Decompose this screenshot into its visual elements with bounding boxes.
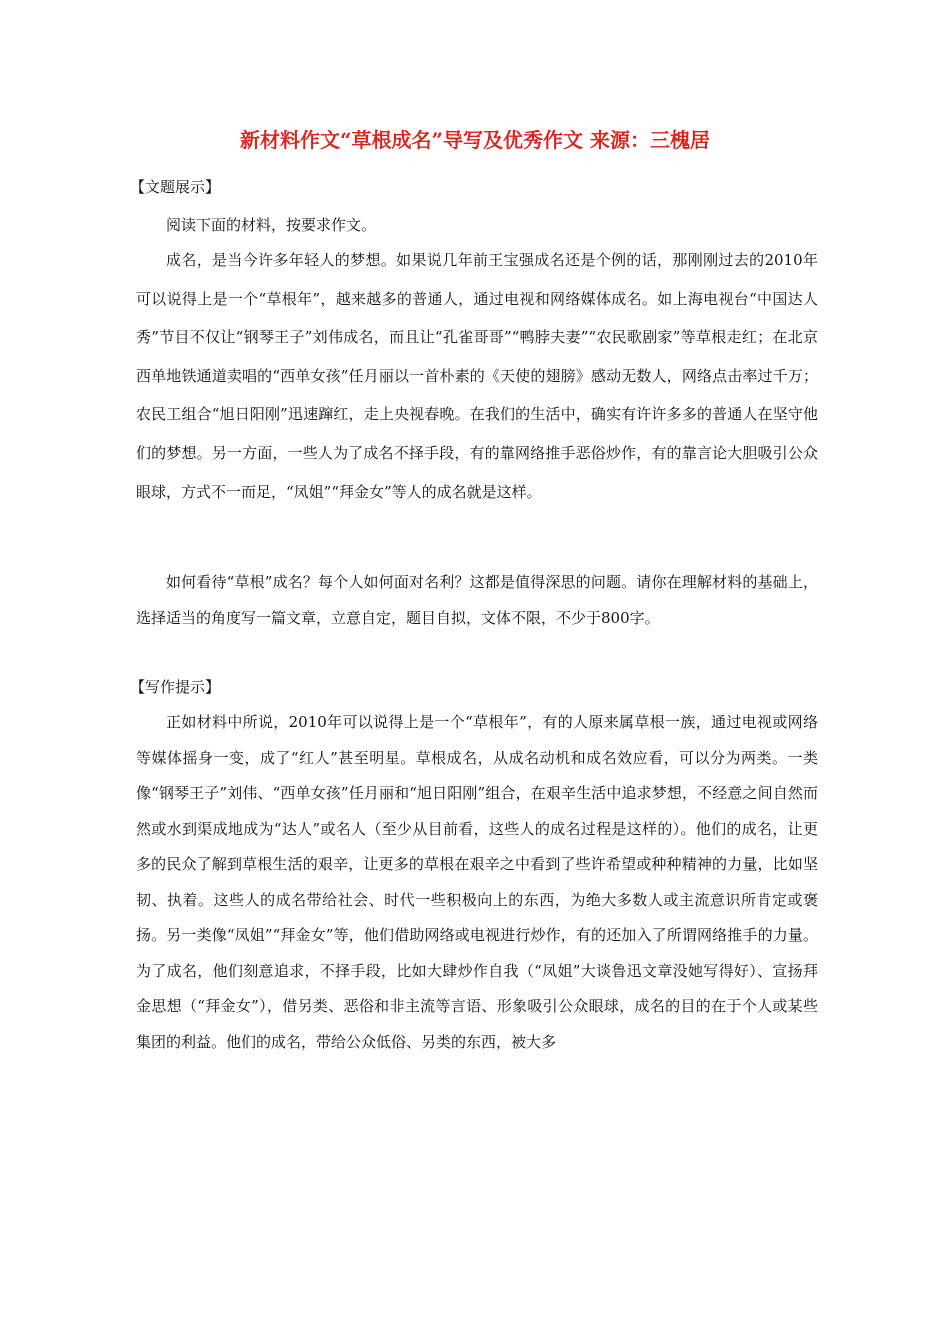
section-heading-topic: 【文题展示】 [130,178,221,196]
hint-paragraph [136,705,818,1060]
prompt-paragraph [136,565,818,636]
intro-text: 阅读下面的材料，按要求作文。 [166,216,377,234]
document-title: 新材料作文“草根成名”导写及优秀作文 来源：三槐居 [240,128,710,152]
section-heading-hint: 【写作提示】 [130,678,221,696]
intro-paragraph [136,208,818,244]
prompt-text: 如何看待“草根”成名？每个人如何面对名利？这都是值得深思的问题。请你在理解材料的基础上，选择适当的角度写一篇文章，立意自定，题目自拟，文体不限，不少于800字。 [136,573,818,627]
material-paragraph [136,241,818,511]
material-text: 成名，是当今许多年轻人的梦想。如果说几年前王宝强成名还是个例的话，那刚刚过去的2010年可以说得上是一个“草根年”，越来越多的普通人，通过电视和网络媒体成名。如上海电视台“中国达人秀”节目不仅让“钢琴王子”刘伟成名，而且让“孔雀哥哥”“鸭脖夫妻”“农民歌剧家”等草根走红；在北京西单地铁通道卖唱的“西单女孩”任月丽以一首朴素的《天使的翅膀》感动无数人，网络点击率过千万；农民工组合“旭日阳刚”迅速蹿红，走上央视春晚。在我们的生活中，确实有许许多多的普通人在坚守他们的梦想。另一方面，一些人为了成名不择手段，有的靠网络推手恶俗炒作，有的靠言论大胆吸引公众眼球，方式不一而足，“凤姐”“拜金女”等人的成名就是这样。 [136,251,818,501]
hint-text: 正如材料中所说，2010年可以说得上是一个“草根年”，有的人原来属草根一族，通过电视或网络等媒体摇身一变，成了“红人”甚至明星。草根成名，从成名动机和成名效应看，可以分为两类。一类像“钢琴王子”刘伟、“西单女孩”任月丽和“旭日阳刚”组合，在艰辛生活中追求梦想，不经意之间自然而然或水到渠成地成为“达人”或名人（至少从目前看，这些人的成名过程是这样的）。他们的成名，让更多的民众了解到草根生活的艰辛，让更多的草根在艰辛之中看到了些许希望或种种精神的力量，比如坚韧、执着。这些人的成名带给社会、时代一些积极向上的东西，为绝大多数人或主流意识所肯定或褒扬。另一类像“凤姐”“拜金女”等，他们借助网络或电视进行炒作，有的还加入了所谓网络推手的力量。为了成名，他们刻意追求，不择手段，比如大肆炒作自我（“凤姐”大谈鲁迅文章没她写得好）、宣扬拜金思想（“拜金女”），借另类、恶俗和非主流等言语、形象吸引公众眼球，成名的目的在于个人或某些集团的利益。他们的成名，带给公众低俗、另类的东西，被大多 [136,713,818,1051]
